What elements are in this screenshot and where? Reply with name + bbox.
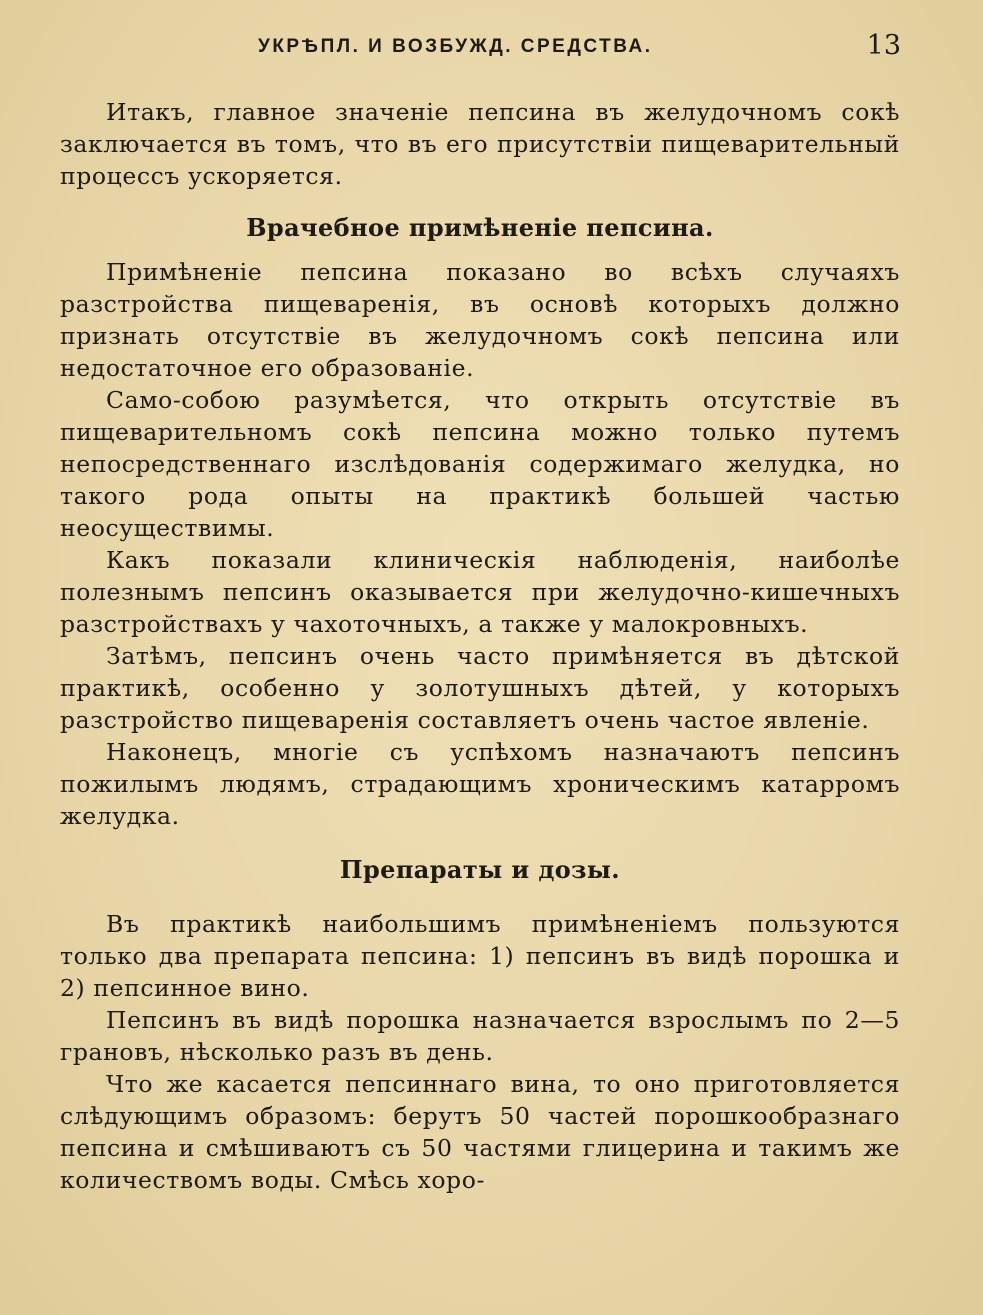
paragraph-clinical-observations: Какъ показали клиническія наблюденія, наиболѣе полезнымъ пепсинъ оказывается при желудочно-кишечныхъ разстройствахъ у чахоточныхъ, а также у малокровныхъ. bbox=[60, 546, 900, 638]
paragraph-wine-preparation: Что же касается пепсиннаго вина, то оно приготовляется слѣдующимъ образомъ: берутъ 50 частей порошкообразнаго пепсина и смѣшиваютъ съ 50 частями глицерина и такимъ же количествомъ воды. Смѣсь хоро- bbox=[60, 1070, 900, 1194]
paragraph-powder-dose: Пепсинъ въ видѣ порошка назначается взрослымъ по 2—5 грановъ, нѣсколько разъ въ день. bbox=[60, 1006, 900, 1066]
paragraph-diagnosis: Само-собою разумѣется, что открыть отсутствіе въ пищеварительномъ сокѣ пепсина можно только путемъ непосредственнаго изслѣдованія содержимаго желудка, но такого рода опыты на практикѣ большей частью неосуществимы. bbox=[60, 386, 900, 542]
paragraph-pediatric-use: Затѣмъ, пепсинъ очень часто примѣняется въ дѣтской практикѣ, особенно у золотушныхъ дѣтей, у которыхъ разстройство пищеваренія составляетъ очень частое явленіе. bbox=[60, 642, 900, 734]
paragraph-preparations: Въ практикѣ наибольшимъ примѣненіемъ пользуются только два препарата пепсина: 1) пепсинъ въ видѣ порошка и 2) пепсинное вино. bbox=[60, 910, 900, 1002]
page-body bbox=[60, 96, 900, 1196]
paragraph-elderly-use: Наконецъ, многіе съ успѣхомъ назначаютъ пепсинъ пожилымъ людямъ, страдающимъ хроническимъ катарромъ желудка. bbox=[60, 738, 900, 830]
section-heading-medical-use: Врачебное примѣненіе пепсина. bbox=[246, 213, 714, 242]
section-heading-preparations: Препараты и дозы. bbox=[339, 855, 621, 884]
paragraph-pepsin-significance: Итакъ, главное значеніе пепсина въ желудочномъ сокѣ заключается въ томъ, что въ его присутствіи пищеварительный процессъ ускоряется. bbox=[60, 98, 900, 190]
page-header bbox=[60, 30, 901, 70]
running-head: УКРѢПЛ. И ВОЗБУЖД. СРЕДСТВА. bbox=[258, 36, 653, 57]
paragraph-indications: Примѣненіе пепсина показано во всѣхъ случаяхъ разстройства пищеваренія, въ основѣ которыхъ должно признать отсутствіе въ желудочномъ сокѣ пепсина или недостаточное его образованіе. bbox=[60, 258, 900, 382]
page-number: 13 bbox=[866, 30, 901, 61]
